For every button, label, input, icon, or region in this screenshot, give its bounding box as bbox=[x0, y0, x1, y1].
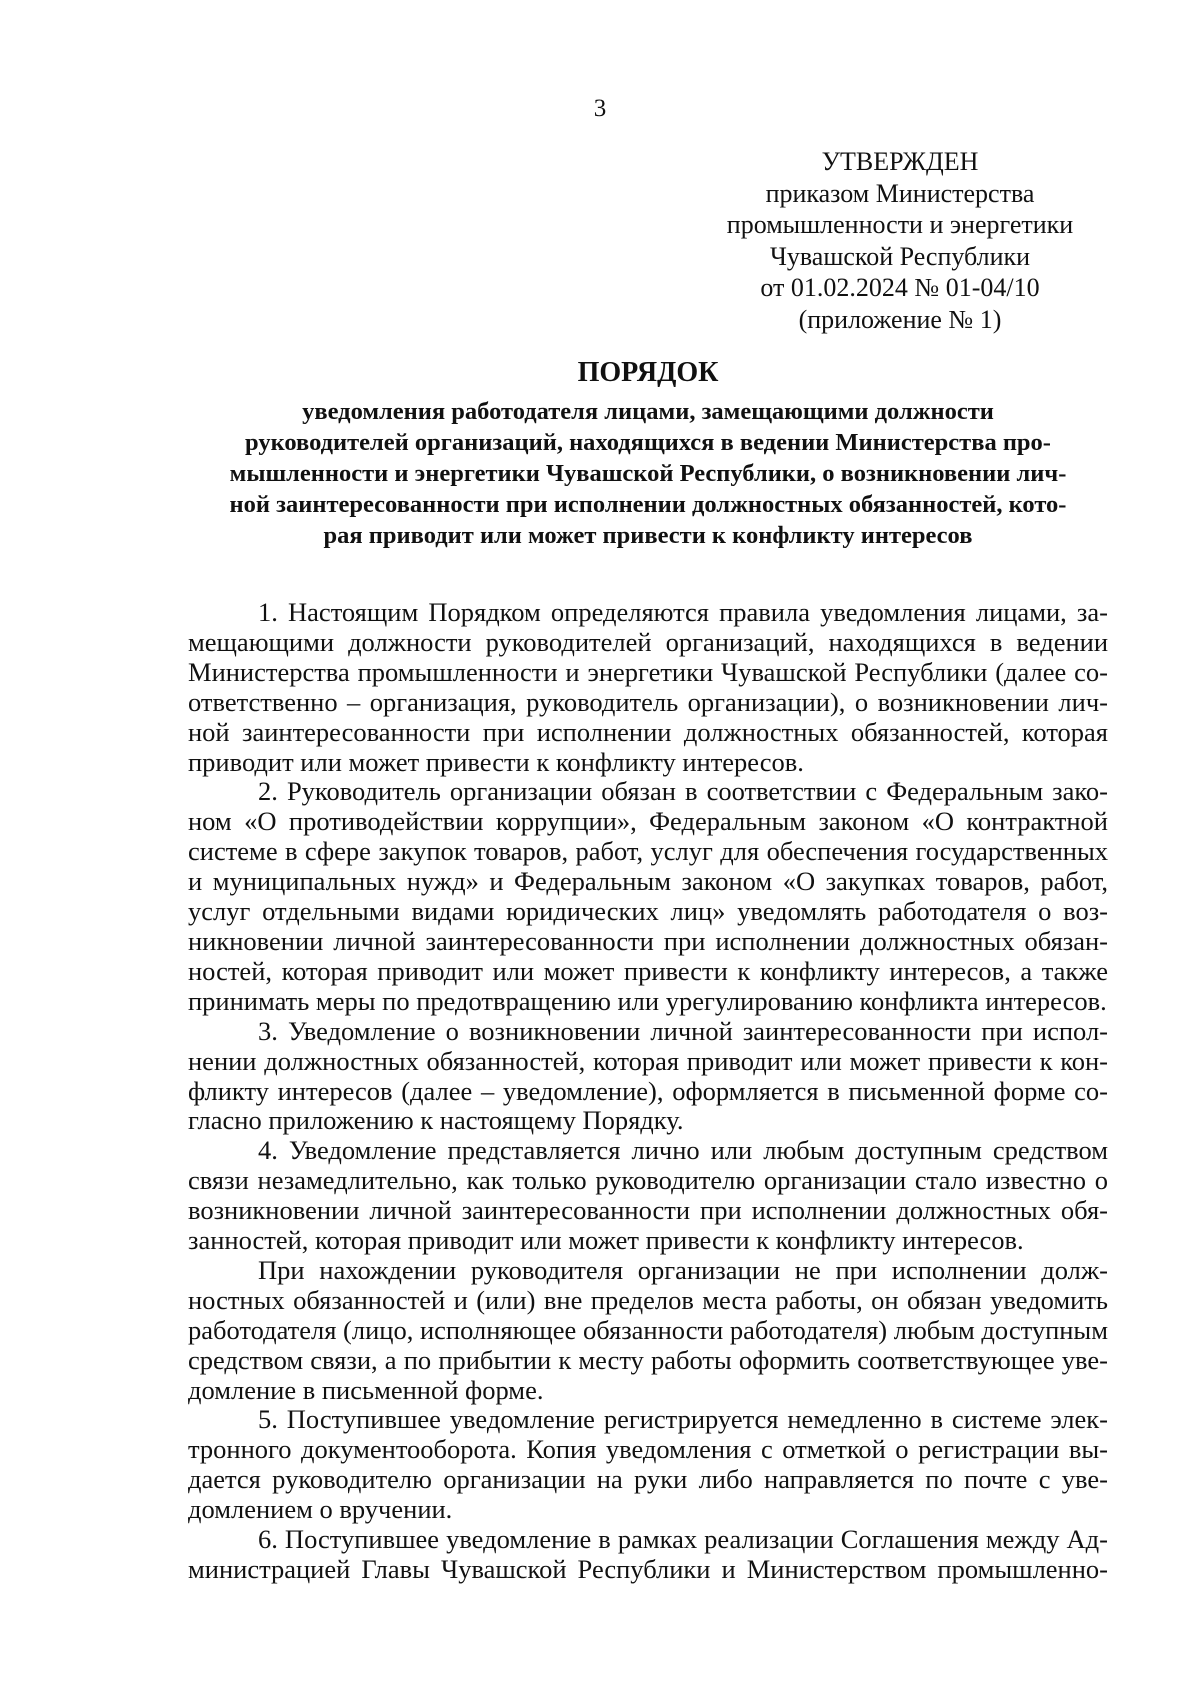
paragraph-line: нении должностных обязанностей, которая приводит или может привести к кон- bbox=[188, 1045, 1108, 1076]
approval-line: Чувашской Республики bbox=[769, 241, 1031, 271]
title-main: ПОРЯДОК bbox=[577, 357, 719, 388]
approval-line: от 01.02.2024 № 01-04/10 bbox=[760, 273, 1040, 302]
title-line: уведомления работодателя лицами, замещающими должности bbox=[302, 398, 994, 425]
approval-line: приказом Министерства bbox=[765, 178, 1035, 208]
paragraph-line: ном «О противодействии коррупции», Федеральным законом «О контрактной bbox=[188, 806, 1108, 837]
paragraph-line: тронного документооборота. Копия уведомления с отметкой о регистрации вы- bbox=[188, 1434, 1108, 1465]
paragraph-line: приводит или может привести к конфликту интересов. bbox=[188, 746, 804, 777]
paragraph-line: ответственно – организация, руководитель организации), о возникновении лич- bbox=[188, 686, 1108, 717]
paragraph-line: ной заинтересованности при исполнении должностных обязанностей, которая bbox=[188, 716, 1108, 747]
paragraph-line: никновении личной заинтересованности при исполнении должностных обязан- bbox=[188, 925, 1108, 956]
paragraph-line: 4. Уведомление представляется лично или любым доступным средством bbox=[258, 1135, 1108, 1166]
paragraph-line: системе в сфере закупок товаров, работ, услуг для обеспечения государственных bbox=[188, 836, 1108, 867]
paragraph-line: домлением о вручении. bbox=[188, 1494, 453, 1525]
paragraph bbox=[188, 777, 1108, 1016]
title-line: рая приводит или может привести к конфликту интересов bbox=[323, 522, 973, 549]
paragraph-line: возникновении личной заинтересованности при исполнении должностных обя- bbox=[188, 1195, 1108, 1226]
approval-line: промышленности и энергетики bbox=[726, 210, 1074, 239]
paragraph-line: работодателя (лицо, исполняющее обязанности работодателя) любым доступным bbox=[188, 1314, 1109, 1345]
paragraph-line: связи незамедлительно, как только руководителю организации стало известно о bbox=[188, 1165, 1108, 1196]
paragraph-line: принимать меры по предотвращению или урегулированию конфликта интересов. bbox=[188, 985, 1107, 1016]
document-title bbox=[188, 356, 1108, 551]
paragraph-line: мещающими должности руководителей организаций, находящихся в ведении bbox=[188, 626, 1108, 657]
paragraph bbox=[188, 1017, 1108, 1137]
paragraph-line: дается руководителю организации на руки либо направляется по почте с уве- bbox=[188, 1464, 1108, 1495]
paragraph bbox=[188, 1405, 1108, 1525]
paragraph-line: ностных обязанностей и (или) вне пределов места работы, он обязан уведомить bbox=[188, 1284, 1108, 1315]
paragraph bbox=[188, 1136, 1108, 1256]
paragraph-line: домление в письменной форме. bbox=[188, 1374, 544, 1405]
paragraph-line: гласно приложению к настоящему Порядку. bbox=[188, 1105, 684, 1136]
paragraph bbox=[188, 598, 1108, 777]
paragraph-line: министрацией Главы Чувашской Республики и Министерством промышленно- bbox=[188, 1554, 1108, 1584]
paragraph-line: фликту интересов (далее – уведомление), оформляется в письменной форме со- bbox=[188, 1075, 1108, 1106]
title-line: мышленности и энергетики Чувашской Республики, о возникновении лич- bbox=[229, 460, 1067, 487]
paragraph-line: 2. Руководитель организации обязан в соответствии с Федеральным зако- bbox=[258, 776, 1108, 807]
title-subtitle bbox=[188, 396, 1108, 551]
paragraph bbox=[188, 1256, 1108, 1406]
paragraph-line: средством связи, а по прибытии к месту работы оформить соответствующее уве- bbox=[188, 1344, 1108, 1375]
title-line: руководителей организаций, находящихся в ведении Министерства про- bbox=[245, 429, 1051, 456]
page-number: 3 bbox=[593, 95, 607, 122]
approval-stamp bbox=[690, 146, 1110, 335]
paragraph-line: При нахождении руководителя организации не при исполнении долж- bbox=[258, 1254, 1108, 1285]
document-body bbox=[188, 598, 1108, 1585]
paragraph-line: занностей, которая приводит или может привести к конфликту интересов. bbox=[188, 1225, 1024, 1256]
paragraph-line: 6. Поступившее уведомление в рамках реализации Соглашения между Ад- bbox=[258, 1524, 1108, 1555]
paragraph-line: и муниципальных нужд» и Федеральным законом «О закупках товаров, работ, bbox=[188, 866, 1108, 897]
paragraph bbox=[188, 1525, 1108, 1585]
paragraph-line: услуг отдельными видами юридических лиц» уведомлять работодателя о воз- bbox=[188, 896, 1108, 927]
approval-line: УТВЕРЖДЕН bbox=[821, 147, 979, 176]
paragraph-line: 5. Поступившее уведомление регистрируется немедленно в системе элек- bbox=[258, 1404, 1108, 1435]
paragraph-line: ностей, которая приводит или может привести к конфликту интересов, а также bbox=[188, 955, 1108, 986]
paragraph-line: 1. Настоящим Порядком определяются правила уведомления лицами, за- bbox=[258, 597, 1108, 627]
title-line: ной заинтересованности при исполнении должностных обязанностей, кото- bbox=[229, 491, 1067, 518]
paragraph-line: 3. Уведомление о возникновении личной заинтересованности при испол- bbox=[258, 1015, 1108, 1046]
paragraph-line: Министерства промышленности и энергетики Чувашской Республики (далее со- bbox=[188, 656, 1108, 687]
approval-line: (приложение № 1) bbox=[798, 304, 1002, 334]
